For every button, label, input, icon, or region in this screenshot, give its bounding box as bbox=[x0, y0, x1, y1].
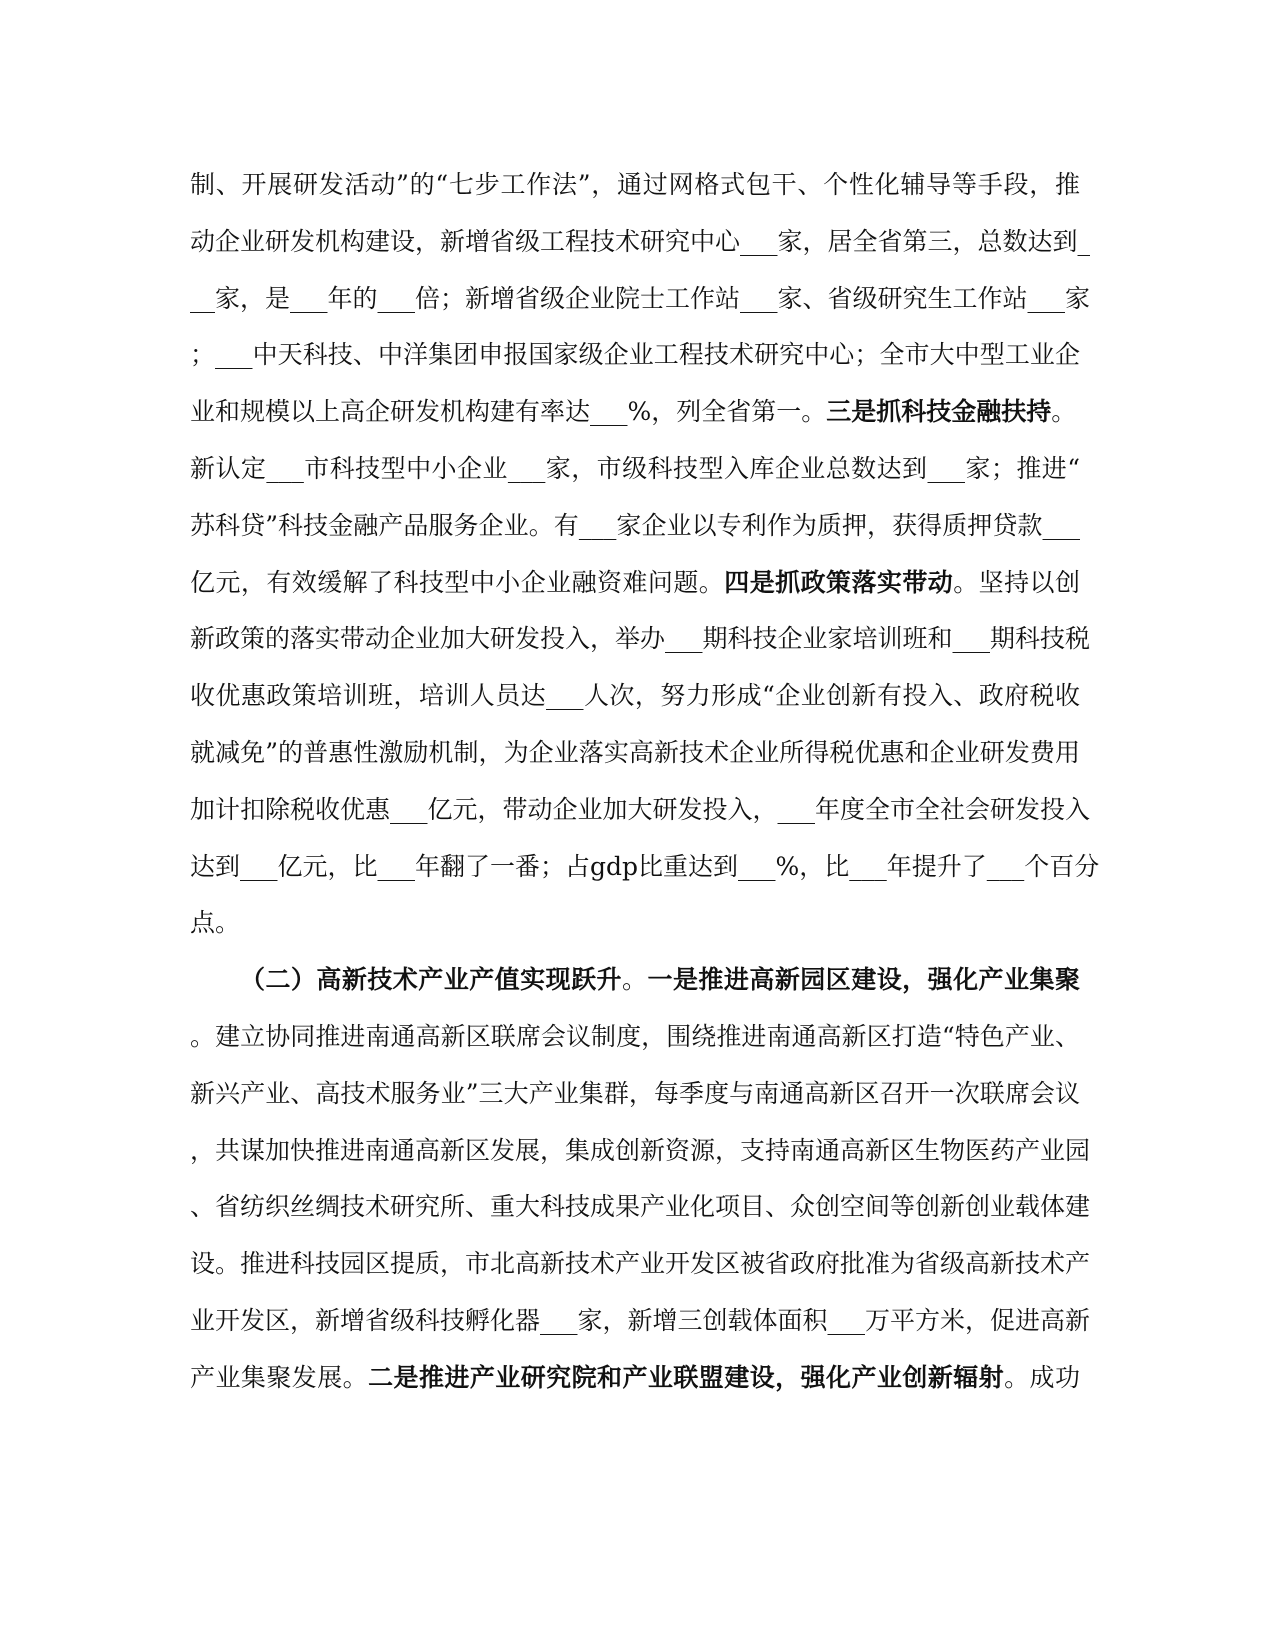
bold-text-segment: 三是抓科技金融扶持 bbox=[826, 397, 1052, 427]
text-line bbox=[190, 1358, 1080, 1398]
text-segment: 。建立协同推进南通高新区联席会议制度，围绕推进南通高新区打造“特色产业、 bbox=[190, 1022, 1080, 1051]
text-line bbox=[190, 392, 1080, 432]
text-segment: 业开发区，新增省级科技孵化器___家，新增三创载体面积___万平方米，促进高新 bbox=[190, 1306, 1091, 1335]
text-segment: 。 bbox=[622, 965, 648, 995]
text-segment: 新兴产业、高技术服务业”三大产业集群，每季度与南通高新区召开一次联席会议 bbox=[190, 1078, 1080, 1108]
text-line bbox=[190, 449, 1080, 489]
text-line bbox=[190, 676, 1080, 716]
text-line bbox=[190, 847, 1100, 887]
bold-text-segment: 四是抓政策落实带动 bbox=[724, 567, 954, 597]
text-segment: 达到___亿元，比___年翻了一番；占gdp比重达到___%，比___年提升了___个百分 bbox=[190, 851, 1100, 881]
text-segment: 加计扣除税收优惠___亿元，带动企业加大研发投入，___年度全市全社会研发投入 bbox=[190, 794, 1091, 824]
text-line bbox=[190, 506, 1080, 546]
text-segment: __家，是___年的___倍；新增省级企业院士工作站___家、省级研究生工作站___家 bbox=[190, 283, 1091, 313]
text-line bbox=[190, 903, 1080, 943]
text-segment: 点。 bbox=[190, 908, 241, 938]
text-line bbox=[190, 165, 1080, 205]
text-segment: 收优惠政策培训班，培训人员达___人次，努力形成“企业创新有投入、政府税收 bbox=[190, 681, 1080, 711]
text-segment: ，共谋加快推进南通高新区发展，集成创新资源，支持南通高新区生物医药产业园 bbox=[190, 1135, 1091, 1165]
text-line bbox=[190, 1244, 1091, 1284]
text-line bbox=[190, 1074, 1080, 1114]
text-segment: 制、开展研发活动”的“七步工作法”，通过网格式包干、个性化辅导等手段，推 bbox=[190, 170, 1080, 199]
text-line bbox=[190, 563, 1080, 603]
text-segment: 新政策的落实带动企业加大研发投入，举办___期科技企业家培训班和___期科技税 bbox=[190, 624, 1091, 654]
text-line bbox=[190, 619, 1091, 659]
text-segment: 设。推进科技园区提质，市北高新技术产业开发区被省政府批准为省级高新技术产 bbox=[190, 1249, 1091, 1279]
text-segment: 苏科贷”科技金融产品服务企业。有___家企业以专利作为质押，获得质押贷款___ bbox=[190, 510, 1080, 540]
text-segment: 。坚持以创 bbox=[953, 567, 1080, 597]
text-segment: 业和规模以上高企研发机构建有率达___%，列全省第一。 bbox=[190, 397, 827, 427]
text-line bbox=[190, 960, 1080, 1000]
text-line bbox=[190, 279, 1091, 319]
text-line bbox=[190, 1131, 1091, 1171]
text-line bbox=[190, 335, 1080, 375]
text-segment: ；___中天科技、中洋集团申报国家级企业工程技术研究中心；全市大中型工业企 bbox=[190, 340, 1080, 370]
text-segment: 动企业研发机构建设，新增省级工程技术研究中心___家，居全省第三，总数达到_ bbox=[190, 226, 1091, 256]
text-line bbox=[190, 733, 1080, 773]
text-line bbox=[190, 1017, 1080, 1057]
text-segment: 。成功 bbox=[1004, 1362, 1080, 1392]
bold-text-segment: （二）高新技术产业产值实现跃升 bbox=[240, 965, 623, 995]
text-segment: 。 bbox=[1051, 397, 1077, 427]
text-segment: 就减免”的普惠性激励机制，为企业落实高新技术企业所得税优惠和企业研发费用 bbox=[190, 738, 1080, 767]
text-segment: 、省纺织丝绸技术研究所、重大科技成果产业化项目、众创空间等创新创业载体建 bbox=[190, 1192, 1091, 1222]
text-segment: 产业集聚发展。 bbox=[190, 1362, 369, 1392]
text-line bbox=[190, 222, 1091, 262]
bold-text-segment: 二是推进产业研究院和产业联盟建设，强化产业创新辐射 bbox=[368, 1362, 1005, 1392]
text-segment: 新认定___市科技型中小企业___家，市级科技型入库企业总数达到___家；推进“ bbox=[190, 454, 1080, 483]
text-segment: 亿元，有效缓解了科技型中小企业融资难问题。 bbox=[190, 567, 725, 597]
text-line bbox=[190, 790, 1091, 830]
text-line bbox=[190, 1301, 1091, 1341]
bold-text-segment: 一是推进高新园区建设，强化产业集聚 bbox=[647, 965, 1080, 995]
text-line bbox=[190, 1187, 1091, 1227]
